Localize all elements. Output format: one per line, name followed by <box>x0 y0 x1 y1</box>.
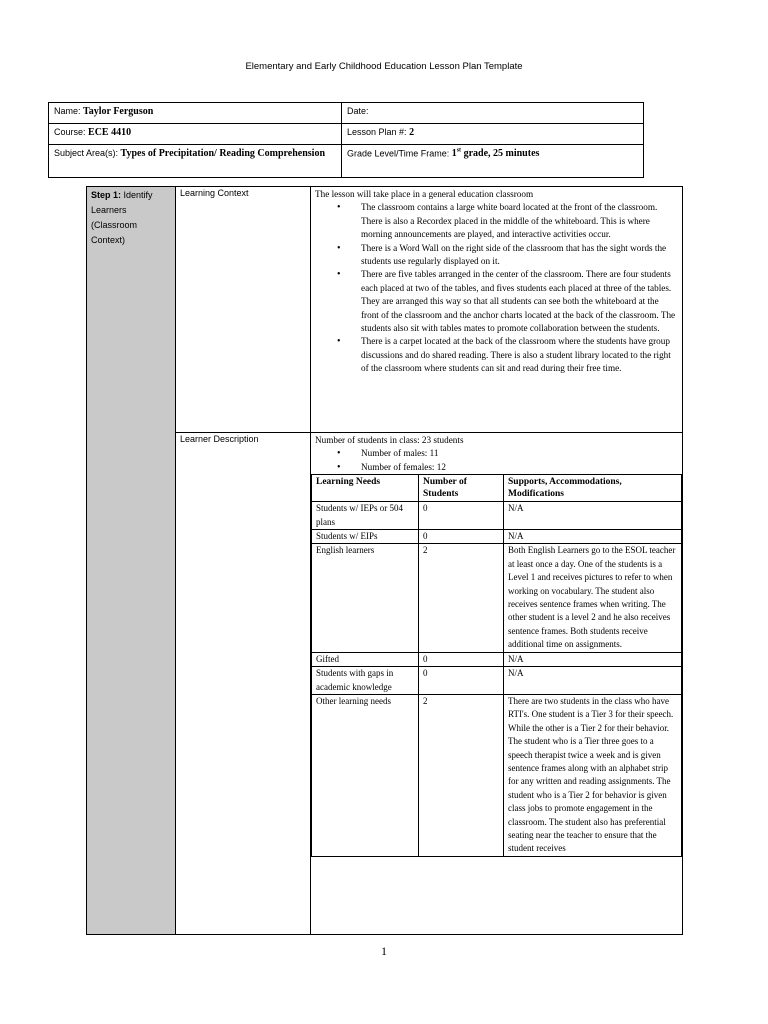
learning-context-bullet: • There is a carpet located at the back of the classroom where the students have group discussions and do shared reading. There is also a student library located to the right of the classroom where students can sit and read during their free time. <box>337 335 678 375</box>
name-label: Name: <box>54 106 81 116</box>
grade-cell <box>342 145 644 178</box>
learning-context-list <box>315 201 678 375</box>
column-header: Number of Students <box>419 475 504 502</box>
table-row <box>312 652 682 666</box>
count-cell: 0 <box>419 652 504 666</box>
document-title: Elementary and Early Childhood Education Lesson Plan Template <box>245 61 523 72</box>
header-table <box>48 102 644 178</box>
step-1-label: Step 1: <box>91 190 122 200</box>
step-1-cell <box>87 187 176 935</box>
support-cell: N/A <box>504 667 682 695</box>
learning-needs-table <box>311 474 682 857</box>
need-cell: Students w/ IEPs or 504 plans <box>312 502 419 530</box>
learning-context-bullet: • There is a Word Wall on the right side of the classroom that has the sight words the students use regularly displayed on it. <box>337 242 678 269</box>
learner-count-bullet: • Number of females: 12 <box>337 461 678 474</box>
course-cell <box>49 124 342 145</box>
subject-cell <box>49 145 342 178</box>
name-value: Taylor Ferguson <box>83 106 154 117</box>
count-cell: 0 <box>419 530 504 544</box>
support-cell: There are two students in the class who have RTI's. One student is a Tier 3 for their speech. While the other is a Tier 2 for their behavior. The student who is a Tier three goes to a speech therapist twice a week and is given sentence frames along with an alphabet strip for any written and reading assignments. The student who is a Tier 2 for behavior is given class jobs to promote engagement in the classroom. The student also has preferential seating near the teacher to ensure that the student receives <box>504 694 682 856</box>
date-cell <box>342 103 644 124</box>
support-cell: Both English Learners go to the ESOL teacher at least once a day. One of the students is a Level 1 and receives pictures to refer to when working on vocabulary. The student also receives sentence frames when writing. The other student is a level 2 and he also receives sentence frames. Both students receive additional time on assignments. <box>504 544 682 652</box>
need-cell: Students w/ EIPs <box>312 530 419 544</box>
course-label: Course: <box>54 127 86 137</box>
table-row <box>312 502 682 530</box>
name-cell <box>49 103 342 124</box>
learner-description-content <box>311 433 683 935</box>
support-cell: N/A <box>504 652 682 666</box>
learning-context-bullet: • There are five tables arranged in the center of the classroom. There are four students each placed at two of the tables, and fives students each placed at three of the tables. They are arranged this way so that all students can see both the whiteboard at the front of the classroom and the anchor charts located at the back of the classroom. The students also sit with tables mates to promote collaboration between the students. <box>337 268 678 335</box>
grade-label: Grade Level/Time Frame: <box>347 148 450 159</box>
table-row <box>312 694 682 856</box>
need-cell: Students with gaps in academic knowledge <box>312 667 419 695</box>
table-row <box>312 667 682 695</box>
learner-count-bullet: • Number of males: 11 <box>337 447 678 460</box>
table-row <box>312 544 682 652</box>
learner-description-intro: Number of students in class: 23 students <box>315 435 464 445</box>
lesson-plan-value: 2 <box>409 127 415 138</box>
table-header-row <box>312 475 682 502</box>
learner-counts-list <box>315 447 678 474</box>
lesson-plan-label: Lesson Plan #: <box>347 127 407 137</box>
grade-value-sup: st <box>456 148 462 154</box>
count-cell: 0 <box>419 667 504 695</box>
subject-label: Subject Area(s): <box>54 148 119 158</box>
learning-context-bullet: • The classroom contains a large white board located at the front of the classroom. There is also a Recordex placed in the middle of the whiteboard. This is where morning announcements are played, and interactive activities occur. <box>337 201 678 241</box>
count-cell: 2 <box>419 694 504 856</box>
subject-value: Types of Precipitation/ Reading Comprehension <box>120 148 325 159</box>
grade-value-rest: grade, 25 minutes <box>461 148 540 160</box>
count-cell: 2 <box>419 544 504 652</box>
support-cell: N/A <box>504 530 682 544</box>
column-header: Supports, Accommodations, Modifications <box>504 475 682 502</box>
need-cell: English learners <box>312 544 419 652</box>
step-1-description: Identify Learners (Classroom Context) <box>91 190 153 245</box>
count-cell: 0 <box>419 502 504 530</box>
need-cell: Gifted <box>312 652 419 666</box>
grade-value-number: 1 <box>451 148 457 160</box>
support-cell: N/A <box>504 502 682 530</box>
learning-context-label: Learning Context <box>176 187 311 433</box>
learning-context-content <box>311 187 683 433</box>
learning-context-intro: The lesson will take place in a general education classroom <box>315 189 534 199</box>
column-header: Learning Needs <box>312 475 419 502</box>
course-value: ECE 4410 <box>88 127 132 138</box>
table-row <box>312 530 682 544</box>
date-label: Date: <box>347 106 369 116</box>
learner-description-label: Learner Description <box>176 433 311 935</box>
lesson-plan-table <box>86 186 683 935</box>
need-cell: Other learning needs <box>312 694 419 856</box>
page-number: 1 <box>381 944 387 958</box>
lesson-plan-cell <box>342 124 644 145</box>
